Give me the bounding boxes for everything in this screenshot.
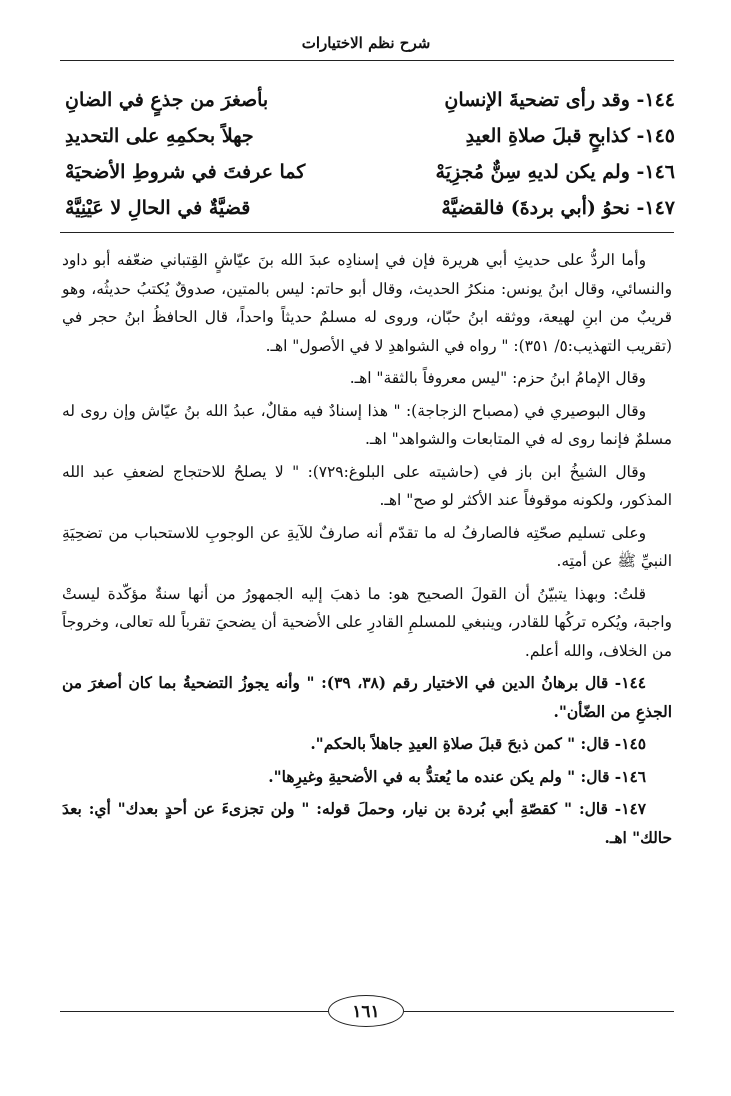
commentary-text: [62, 246, 672, 856]
verse-second-hemistich: قضيَّةٌ في الحالِ لا عَيْنِيَّهْ: [65, 197, 251, 219]
running-head: شرح نظم الاختيارات: [301, 34, 431, 52]
explanation-paragraph: ١٤٧- قال: " كقصّةِ أبي بُردة بن نيار، وحملَ قوله: " ولن تجزىءَ عن أحدٍ بعدك" أي: بعدَ حالك" اهـ.: [62, 800, 672, 847]
header-rule: [60, 60, 674, 61]
verse-first-hemistich: ١٤٥- كذابحٍ قبلَ صلاةِ العيدِ: [465, 125, 675, 147]
footer-rule-right: [404, 1011, 674, 1012]
explanation-paragraph: ١٤٤- قال برهانُ الدين في الاختيار رقم (٣٨، ٣٩): " وأنه يجوزُ التضحيةُ بما كان أصغرَ من الجذعِ من الضّأن".: [62, 674, 672, 721]
paragraph: وقال الإمامُ ابنُ حزم: "ليس معروفاً بالثقة" اهـ.: [349, 369, 646, 387]
verse-first-hemistich: ١٤٦- ولم يكن لديهِ سِنٌّ مُجزِيَهْ: [435, 161, 675, 183]
page-number: ١٦١: [328, 995, 404, 1027]
verse-first-hemistich: ١٤٧- نحوُ (أبي بردةَ) فالقضيَّهْ: [441, 197, 675, 219]
paragraph: وقال البوصيري في (مصباح الزجاجة): " هذا إسنادٌ فيه مقالٌ، عبدُ الله بنُ عيّاش وإن روى له مسلمٌ فإنما روى له في المتابعات والشواهد" اهـ.: [62, 401, 672, 448]
explanation-paragraph: ١٤٥- قال: " كمن ذبحَ قبلَ صلاةِ العيدِ جاهلاً بالحكم".: [310, 735, 646, 753]
paragraph: وقال الشيخُ ابن باز في (حاشيته على البلوغ:٧٢٩): " لا يصلحُ للاحتجاج لضعفِ عبد الله المذكور، ولكونه موقوفاً عند الأكثر لو صح" اهـ.: [62, 462, 672, 509]
verse-line: [65, 190, 675, 226]
paragraph: وأما الردُّ على حديثِ أبي هريرة فإن في إسنادِه عبدَ الله بنَ عيّاشٍ القِتباني ضعّفه أبو داود والنسائي، وقال ابنُ يونس: منكرُ الحديث، وقال أبو حاتم: ليس بالمتين، صدوقٌ يُكتبُ حديثُه، وهو قريبٌ من ابنِ لهيعة، ووثقه ابنُ حبّان، وروى له مسلمٌ حديثاً واحداً، قال الحافظُ ابنُ حجر في (تقريب التهذيب:٥/ ٣٥١): " رواه في الشواهدِ لا في الأصول" اهـ.: [62, 251, 672, 355]
verse-line: [65, 154, 675, 190]
paragraph: قلتُ: وبهذا يتبيّنُ أن القولَ الصحيح هو: ما ذهبَ إليه الجمهورُ من أنها سنةٌ مؤكّدة ليستْ واجبة، ويُكره تركُها للقادر، وينبغي للمسلمِ القادرِ على الأضحية أن يضحيَ تقرباً لله تعالى، وخروجاً من الخلاف، والله أعلم.: [62, 584, 672, 660]
explanation-paragraph: ١٤٦- قال: " ولم يكن عنده ما يُعتدُّ به في الأضحيةِ وغيرِها".: [268, 767, 646, 786]
verse-first-hemistich: ١٤٤- وقد رأى تضحيةَ الإنسانِ: [444, 89, 675, 111]
paragraph: وعلى تسليم صحّتِه فالصارفُ له ما تقدّم أنه صارفٌ للآيةِ عن الوجوبِ للاستحباب من تضحِيَةِ النبيِّ ﷺ عن أمتِه.: [62, 523, 672, 570]
verse-second-hemistich: جهلاً بحكمِهِ على التحديدِ: [65, 125, 254, 147]
verse-second-hemistich: كما عرفتَ في شروطِ الأضحيَهْ: [65, 161, 306, 183]
poem-block: [65, 82, 675, 226]
footer-rule-left: [60, 1011, 328, 1012]
poem-separator-rule: [60, 232, 674, 233]
verse-line: [65, 82, 675, 118]
verse-second-hemistich: بأصغرَ من جذعٍ في الضانِ: [65, 89, 269, 111]
verse-line: [65, 118, 675, 154]
